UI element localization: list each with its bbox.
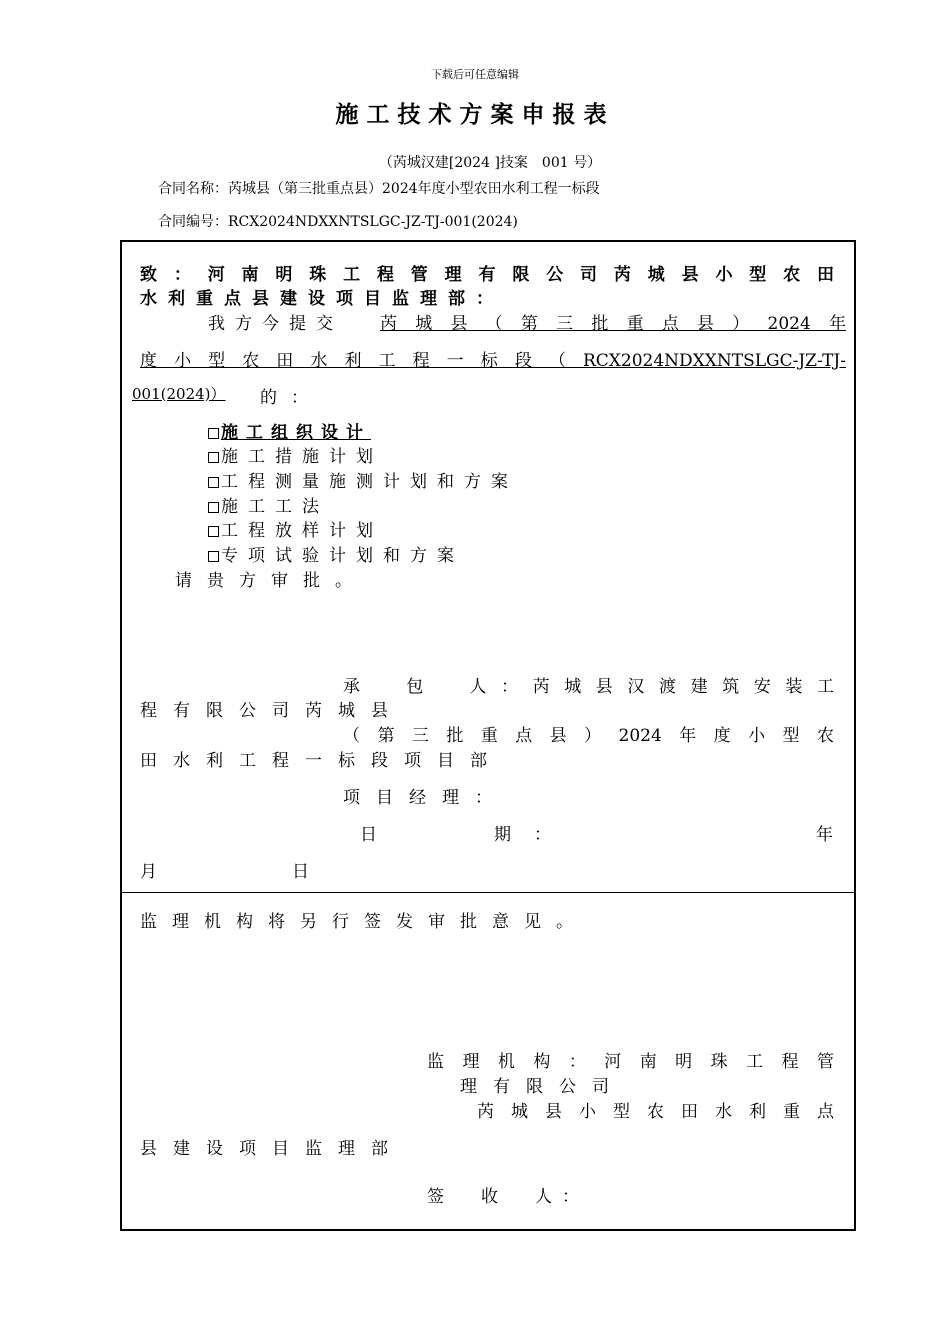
checkbox-icon[interactable]: [208, 428, 219, 439]
checkbox-icon[interactable]: [208, 477, 219, 488]
recipient-line-2: 水利重点县建设项目监理部：: [140, 289, 504, 309]
option-survey-plan[interactable]: [208, 467, 518, 492]
submit-project-line-3: 001(2024)）: [132, 385, 226, 403]
section-divider: [122, 892, 854, 893]
option-label: 专项试验计划和方案: [221, 546, 464, 566]
checkbox-icon[interactable]: [208, 526, 219, 537]
option-label: 施工措施计划: [221, 447, 383, 467]
option-label: 工程放样计划: [221, 521, 383, 541]
date-month: 月: [140, 862, 157, 882]
document-number: （芮城汉建[2024 ]技案 001 号）: [378, 155, 602, 171]
option-special-test-plan[interactable]: [208, 541, 464, 566]
supervision-note: 监理机构将另行签发审批意见。: [140, 912, 588, 932]
contract-number: 合同编号：RCX2024NDXXNTSLGC-JZ-TJ-001(2024): [158, 214, 518, 230]
contractor-line-1: 承 包 人：芮城县汉渡建筑安装工: [343, 677, 834, 697]
supervisor-line-3: 芮城县小型农田水利重点: [477, 1102, 834, 1122]
contractor-line-4: 田水利工程一标段项目部: [140, 751, 503, 771]
submit-project-line-2: 度小型农田水利工程一标段（RCX2024NDXXNTSLGC-JZ-TJ-: [140, 351, 846, 371]
download-note: 下载后可任意编辑: [431, 68, 519, 81]
option-construction-measures-plan[interactable]: [208, 442, 383, 467]
form-title: 施工技术方案申报表: [335, 101, 615, 128]
receiver-label: 签 收 人：: [427, 1187, 589, 1207]
option-label: 施工组织设计: [221, 423, 371, 443]
request-approval: 请贵方审批。: [175, 571, 367, 591]
date-colon: ：: [534, 825, 551, 845]
form-table: [120, 240, 856, 1231]
supervisor-line-4: 县建设项目监理部: [140, 1139, 404, 1159]
option-label: 施工工法: [221, 497, 329, 517]
contractor-line-2: 程有限公司芮城县: [140, 701, 404, 721]
checkbox-icon[interactable]: [208, 502, 219, 513]
date-label-period: 期: [494, 825, 511, 845]
checkbox-icon[interactable]: [208, 452, 219, 463]
submit-prefix: 我方今提交: [208, 314, 343, 334]
recipient-line-1: 致：河南明珠工程管理有限公司芮城县小型农田: [140, 265, 834, 285]
contractor-line-3: （第三批重点县）2024年度小型农: [343, 726, 834, 746]
date-year: 年: [816, 825, 833, 845]
date-label-day: 日: [360, 825, 377, 845]
checkbox-icon[interactable]: [208, 551, 219, 562]
contract-name: 合同名称：芮城县（第三批重点县）2024年度小型农田水利工程一标段: [158, 181, 600, 197]
date-day: 日: [292, 862, 309, 882]
project-manager-label: 项目经理：: [343, 788, 508, 808]
submit-project-line-1: 芮城县（第三批重点县）2024年: [380, 314, 846, 334]
option-construction-method[interactable]: [208, 492, 329, 517]
option-label: 工程测量施测计划和方案: [221, 472, 518, 492]
option-setting-out-plan[interactable]: [208, 516, 383, 541]
submit-suffix: 的：: [260, 388, 322, 408]
supervisor-line-2: 理有限公司: [460, 1077, 625, 1097]
option-construction-organization-design[interactable]: [208, 418, 371, 443]
supervisor-line-1: 监理机构：河南明珠工程管: [427, 1052, 834, 1072]
